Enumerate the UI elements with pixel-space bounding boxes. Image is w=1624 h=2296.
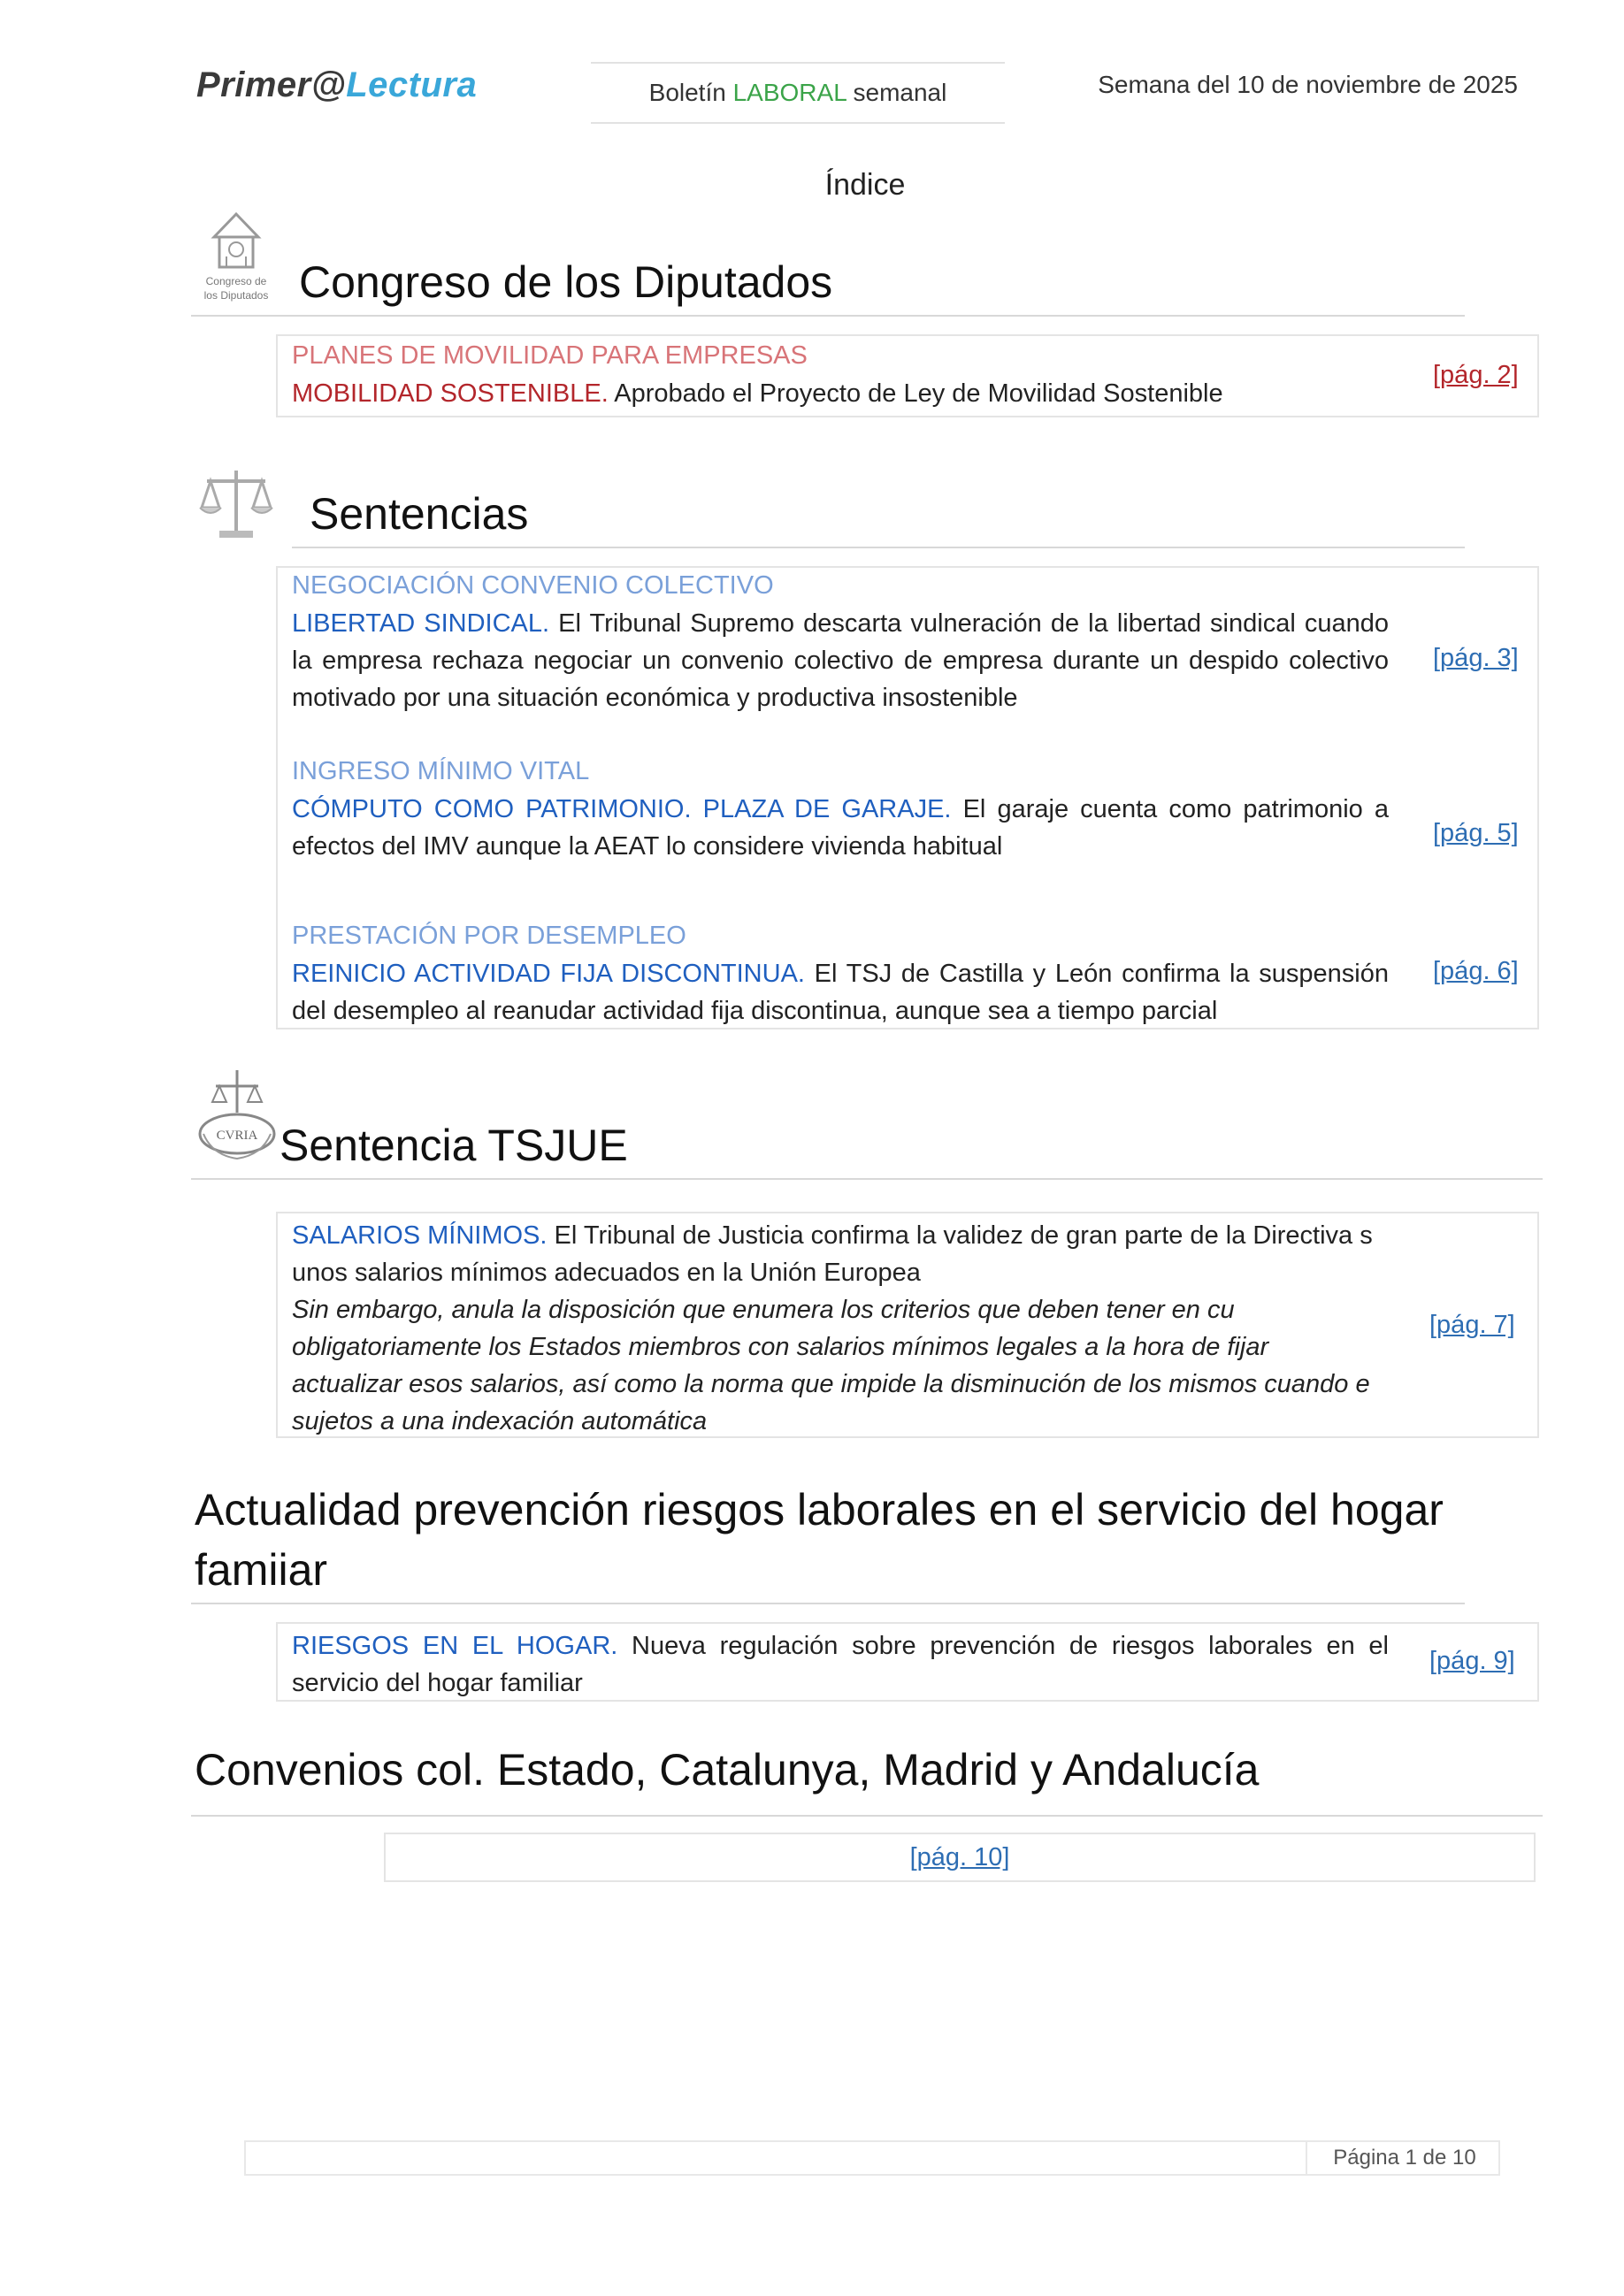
congreso-logo-text-2: los Diputados — [203, 289, 269, 302]
toc-entry-congreso — [276, 334, 1539, 417]
bulletin-accent: LABORAL — [732, 79, 846, 106]
page-number: Página 1 de 10 — [1306, 2140, 1502, 2176]
entry-note-line: obligatoriamente los Estados miembros con salarios mínimos legales a la hora de fijar — [292, 1333, 1269, 1361]
divider — [191, 1178, 1543, 1180]
page-link-2[interactable]: [pág. 2] — [1433, 361, 1519, 389]
logo-primera: Primer@ — [196, 65, 347, 104]
toc-entry-prl — [276, 1622, 1539, 1702]
publication-logo — [196, 65, 477, 105]
entry-note-line: actualizar esos salarios, así como la norma que impide la disminución de los mismos cuando e — [292, 1370, 1370, 1398]
week-date: Semana del 10 de noviembre de 2025 — [1098, 71, 1518, 98]
index-title: Índice — [824, 168, 906, 202]
entry-text: Aprobado el Proyecto de Ley de Movilidad Sostenible — [608, 379, 1223, 408]
entry-lead: CÓMPUTO COMO PATRIMONIO. PLAZA DE GARAJE. — [292, 795, 952, 823]
divider — [191, 1815, 1543, 1817]
section-title-prl-line1: Actualidad prevención riesgos laborales en el servicio del hogar — [195, 1485, 1444, 1534]
entry-summary — [292, 791, 1389, 865]
toc-entry-tsjue — [276, 1212, 1539, 1438]
curia-emblem-icon — [195, 1067, 280, 1162]
entry-text: El TSJ de Castilla y León confirma la suspensión del desempleo al reanudar actividad fija discontinua, aunque sea a tiempo parcial — [292, 960, 1389, 1025]
divider — [191, 1603, 1465, 1604]
entry-lead: SALARIOS MÍNIMOS. — [292, 1221, 548, 1250]
curia-logo-text: CVRIA — [216, 1129, 258, 1143]
scales-of-justice-icon — [196, 463, 276, 543]
section-title-prl-line2: famiiar — [195, 1545, 328, 1595]
section-title-tsjue: Sentencia TSJUE — [280, 1121, 628, 1170]
entry-text-line2: unos salarios mínimos adecuados en la Unión Europea — [292, 1259, 921, 1287]
section-title-convenios: Convenios col. Estado, Catalunya, Madrid y Andalucía — [195, 1745, 1260, 1795]
entry-note-line: Sin embargo, anula la disposición que enumera los criterios que deben tener en cu — [292, 1296, 1235, 1324]
entry-text: El Tribunal de Justicia confirma la validez de gran parte de la Directiva s — [547, 1221, 1373, 1250]
entry-text: El garaje cuenta como patrimonio a efectos del IMV aunque la AEAT lo considere vivienda habitual — [292, 795, 1389, 861]
entry-note-line: sujetos a una indexación automática — [292, 1407, 708, 1435]
bulletin-title — [591, 62, 1005, 124]
page-link-6[interactable]: [pág. 6] — [1433, 957, 1519, 985]
logo-lectura: Lectura — [346, 65, 478, 104]
page-link-5[interactable]: [pág. 5] — [1433, 819, 1519, 847]
entry-summary — [292, 375, 1223, 412]
divider — [292, 547, 1465, 548]
entry-text: Nueva regulación sobre prevención de riesgos laborales en el servicio del hogar familiar — [292, 1632, 1389, 1697]
congreso-logo-icon — [196, 202, 276, 308]
section-title-congreso: Congreso de los Diputados — [299, 257, 833, 307]
page-link-9[interactable]: [pág. 9] — [1429, 1647, 1515, 1675]
entry-lead: REINICIO ACTIVIDAD FIJA DISCONTINUA. — [292, 960, 805, 988]
toc-entry-group-sentencias — [276, 566, 1539, 1029]
page-link-7[interactable]: [pág. 7] — [1429, 1311, 1515, 1339]
entry-summary — [292, 1627, 1389, 1702]
entry-text: El Tribunal Supremo descarta vulneración de la libertad sindical cuando la empresa rechaza negociar un convenio colectivo de empresa durante un despido colectivo motivado por una situación económica y productiva insostenible — [292, 609, 1389, 712]
bulletin-prefix: Boletín — [648, 79, 733, 106]
toc-entry-convenios — [384, 1833, 1536, 1882]
divider — [191, 315, 1465, 317]
entry-summary — [292, 605, 1389, 716]
page-link-10[interactable]: [pág. 10] — [909, 1843, 1010, 1871]
entry-lead: RIESGOS EN EL HOGAR. — [292, 1632, 618, 1660]
entry-category: INGRESO MÍNIMO VITAL — [292, 757, 590, 785]
section-title-sentencias: Sentencias — [310, 489, 529, 539]
bulletin-suffix: semanal — [846, 79, 947, 106]
entry-summary — [292, 955, 1389, 1029]
congreso-logo-text-1: Congreso de — [205, 275, 267, 287]
entry-category: PRESTACIÓN POR DESEMPLEO — [292, 922, 686, 950]
entry-lead: MOBILIDAD SOSTENIBLE. — [292, 379, 609, 408]
page-link-3[interactable]: [pág. 3] — [1433, 644, 1519, 672]
entry-category: NEGOCIACIÓN CONVENIO COLECTIVO — [292, 571, 774, 600]
entry-category: PLANES DE MOVILIDAD PARA EMPRESAS — [292, 341, 808, 370]
entry-lead: LIBERTAD SINDICAL. — [292, 609, 550, 638]
entry-summary — [292, 1217, 1415, 1254]
